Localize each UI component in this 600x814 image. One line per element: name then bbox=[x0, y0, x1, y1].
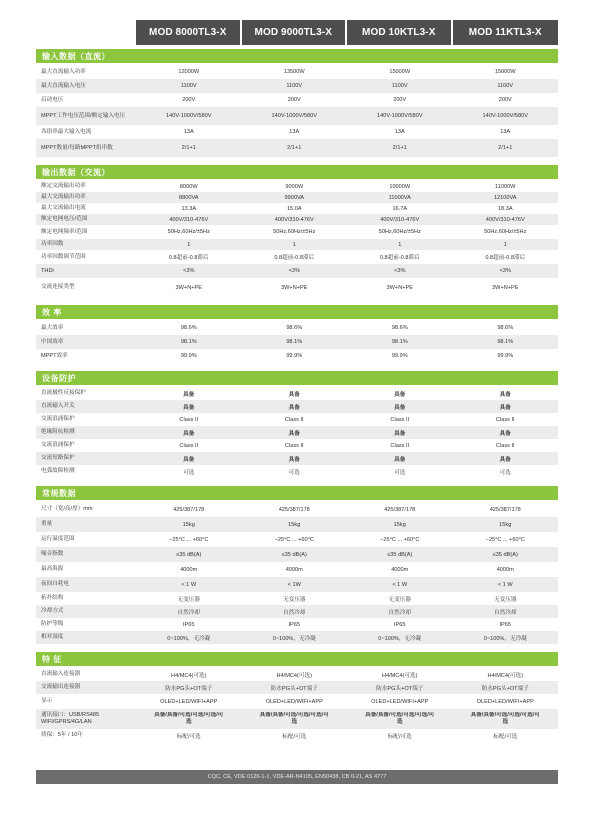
spec-value: 200V bbox=[498, 97, 512, 103]
spec-value: < 1 W bbox=[497, 581, 513, 588]
spec-label: 直流极性反接保护 bbox=[41, 390, 86, 396]
spec-value: 防水PG头+OT端子 bbox=[165, 685, 213, 692]
spec-value: 标配/可选 bbox=[387, 733, 412, 740]
spec-label: MPPT效率 bbox=[41, 352, 68, 359]
spec-row bbox=[36, 335, 558, 349]
spec-row bbox=[36, 79, 558, 93]
spec-value: 无变压器 bbox=[177, 596, 200, 603]
section-gap bbox=[36, 297, 558, 305]
spec-label: 额定交流输出功率 bbox=[41, 183, 86, 189]
spec-value: 无变压器 bbox=[283, 596, 306, 603]
spec-value: 具备 bbox=[183, 456, 195, 463]
spec-label: 夜间自耗电 bbox=[41, 581, 69, 587]
spec-value: 425/387/178 bbox=[489, 506, 521, 513]
spec-row bbox=[36, 439, 558, 452]
spec-value: 防水PG头+OT端子 bbox=[481, 685, 529, 692]
spec-value: < 1W bbox=[287, 581, 301, 588]
spec-row bbox=[36, 452, 558, 465]
spec-value: 具备 bbox=[499, 391, 511, 398]
spec-value: 3W+N+PE bbox=[386, 284, 413, 291]
spec-value: 防水PG头+OT端子 bbox=[376, 685, 424, 692]
spec-value: 标配/可选 bbox=[282, 733, 307, 740]
spec-label: 功率因数 bbox=[41, 241, 64, 247]
section-gap bbox=[36, 157, 558, 165]
spec-row bbox=[36, 532, 558, 547]
spec-value: H4/MC4(可选) bbox=[382, 672, 418, 679]
spec-value: 具备 bbox=[183, 404, 195, 411]
spec-value: 0~100%，无冷凝 bbox=[378, 635, 422, 642]
spec-label: 最大直流输入电压 bbox=[41, 82, 86, 89]
spec-row bbox=[36, 729, 558, 742]
model-1-header: MOD 8000TL3-X bbox=[136, 20, 242, 45]
spec-value: 1100V bbox=[286, 83, 303, 89]
spec-value: 具备 bbox=[288, 456, 300, 463]
spec-label: 电弧故障检测 bbox=[41, 468, 75, 474]
spec-value: Class II bbox=[495, 442, 515, 449]
spec-row bbox=[36, 577, 558, 592]
spec-value: 具备/具备/可选/可选/可选/可选 bbox=[259, 712, 329, 725]
spec-value: 0.8超前-0.8滞后 bbox=[485, 255, 526, 261]
spec-label: 交流短路保护 bbox=[41, 455, 75, 461]
spec-value: 98.1% bbox=[497, 339, 514, 345]
spec-label: 额定电网电压/范围 bbox=[41, 216, 88, 222]
spec-value: 99.9% bbox=[286, 353, 303, 359]
spec-label: 冷却方式 bbox=[41, 608, 64, 614]
spec-value: 425/387/178 bbox=[278, 506, 310, 513]
spec-value: 具备 bbox=[288, 404, 300, 411]
spec-value: 12100VA bbox=[493, 194, 517, 201]
spec-value: 0~100%，无冷凝 bbox=[483, 635, 527, 642]
spec-value: Class II bbox=[284, 416, 304, 423]
spec-value: 可选 bbox=[183, 469, 195, 476]
spec-value: <3% bbox=[394, 268, 406, 274]
spec-value: 防水PG头+OT端子 bbox=[270, 685, 318, 692]
spec-value: 13.3A bbox=[181, 205, 197, 212]
spec-label: THDi bbox=[41, 267, 54, 274]
spec-value: 98.1% bbox=[286, 339, 303, 345]
spec-value: 4000m bbox=[285, 566, 303, 573]
spec-value: 具备 bbox=[183, 391, 195, 398]
spec-value: H4/MC4(可选) bbox=[171, 672, 207, 679]
spec-value: 2/1+1 bbox=[498, 145, 513, 151]
spec-value: 50Hz,60Hz/±5Hz bbox=[484, 229, 527, 235]
spec-value: 400V/310-476V bbox=[169, 216, 209, 223]
spec-row bbox=[36, 278, 558, 297]
spec-value: IP65 bbox=[499, 621, 511, 628]
spec-value: 12000W bbox=[178, 69, 200, 75]
spec-value: 99.9% bbox=[391, 353, 408, 359]
spec-label: 重量 bbox=[41, 521, 53, 527]
spec-row bbox=[36, 400, 558, 413]
spec-value: 400V/310-476V bbox=[485, 216, 525, 223]
spec-row bbox=[36, 709, 558, 729]
spec-value: 140V-1000V/580V bbox=[166, 113, 212, 119]
spec-row bbox=[36, 668, 558, 681]
spec-row bbox=[36, 225, 558, 239]
spec-value: 2/1+1 bbox=[181, 145, 196, 151]
spec-value: 无变压器 bbox=[388, 596, 411, 603]
spec-value: 0.8超前-0.8滞后 bbox=[168, 255, 209, 261]
spec-label: 质保：5年 / 10年 bbox=[41, 732, 83, 738]
spec-row bbox=[36, 203, 558, 214]
spec-value: <3% bbox=[288, 268, 300, 274]
spec-row bbox=[36, 139, 558, 157]
spec-value: <3% bbox=[183, 268, 195, 274]
spec-row bbox=[36, 618, 558, 631]
spec-value: 200V bbox=[182, 97, 196, 103]
spec-value: Class II bbox=[179, 416, 199, 423]
spec-row bbox=[36, 631, 558, 644]
spec-sheet bbox=[36, 20, 558, 794]
spec-label: 尺寸（宽/高/厚）mm bbox=[41, 506, 93, 512]
spec-value: −25°C ... +60°C bbox=[169, 536, 209, 543]
spec-value: 10000W bbox=[389, 183, 411, 190]
model-2-header: MOD 9000TL3-X bbox=[242, 20, 348, 45]
spec-value: 具备 bbox=[394, 430, 406, 437]
spec-value: 具备 bbox=[394, 391, 406, 398]
spec-value: 15kg bbox=[182, 521, 195, 528]
spec-value: 98.6% bbox=[286, 325, 303, 331]
spec-label: 防护等级 bbox=[41, 621, 64, 627]
spec-value: 2/1+1 bbox=[287, 145, 302, 151]
spec-value: 400V/310-476V bbox=[380, 216, 420, 223]
spec-label: MPPT工作电压范围/额定输入电压 bbox=[41, 112, 126, 119]
spec-value: 15000W bbox=[494, 69, 516, 75]
spec-value: H4/MC4(可选) bbox=[487, 672, 523, 679]
spec-value: 具备 bbox=[499, 456, 511, 463]
spec-value: 98.1% bbox=[391, 339, 408, 345]
spec-value: 200V bbox=[287, 97, 301, 103]
spec-value: 16.7A bbox=[392, 205, 408, 212]
spec-label: 交流浪涌保护 bbox=[41, 442, 75, 448]
spec-value: 0~100%，无冷凝 bbox=[272, 635, 316, 642]
spec-value: −25°C ... +60°C bbox=[380, 536, 420, 543]
spec-label: 启动电压 bbox=[41, 96, 64, 103]
spec-value: 1 bbox=[398, 241, 402, 248]
spec-label: 拓扑结构 bbox=[41, 595, 64, 601]
spec-value: 11000W bbox=[495, 183, 516, 190]
spec-row bbox=[36, 387, 558, 400]
section-title: 设备防护 bbox=[36, 371, 558, 385]
spec-value: ≤35 dB(A) bbox=[176, 551, 202, 558]
spec-value: 3W+N+PE bbox=[175, 284, 202, 291]
spec-value: < 1 W bbox=[181, 581, 197, 588]
spec-value: < 1 W bbox=[392, 581, 408, 588]
spec-value: IP65 bbox=[182, 621, 195, 628]
spec-value: ≤35 dB(A) bbox=[387, 551, 413, 558]
spec-value: 400V/310-476V bbox=[274, 216, 314, 223]
spec-label: 运行温度范围 bbox=[41, 536, 75, 542]
spec-value: 13A bbox=[289, 129, 300, 135]
spec-row bbox=[36, 605, 558, 618]
spec-value: IP65 bbox=[288, 621, 300, 628]
spec-value: 具备 bbox=[288, 430, 300, 437]
spec-value: 98.6% bbox=[391, 325, 408, 331]
spec-value: 自然冷却 bbox=[177, 609, 200, 616]
spec-value: 140V-1000V/580V bbox=[482, 113, 528, 119]
spec-value: OLED+LED/WIFI+APP bbox=[265, 698, 323, 705]
spec-row bbox=[36, 592, 558, 605]
spec-row bbox=[36, 93, 558, 107]
header-blank bbox=[36, 20, 136, 45]
spec-value: 可选 bbox=[499, 469, 511, 476]
spec-value: 18.3A bbox=[497, 205, 513, 212]
spec-label: 直流输入连接器 bbox=[41, 671, 81, 677]
spec-row bbox=[36, 107, 558, 125]
spec-value: 140V-1000V/580V bbox=[271, 113, 317, 119]
spec-value: 具备 bbox=[499, 430, 511, 437]
spec-row bbox=[36, 413, 558, 426]
spec-value: 0.8超前-0.8滞后 bbox=[379, 255, 420, 261]
spec-row bbox=[36, 681, 558, 694]
spec-value: 2/1+1 bbox=[392, 145, 407, 151]
spec-value: 8800VA bbox=[179, 194, 199, 201]
section-title: 输出数据（交流） bbox=[36, 165, 558, 179]
spec-label: 最大交流输出功率 bbox=[41, 194, 86, 200]
spec-value: 具备/具备/可选/可选/可选/可选 bbox=[470, 712, 540, 725]
spec-label: 最高海拔 bbox=[41, 566, 64, 572]
spec-value: 99.9% bbox=[497, 353, 514, 359]
spec-value: 425/387/178 bbox=[384, 506, 416, 513]
spec-label: 通讯接口：USB/RS485 WIFI/GPRS/4G/LAN bbox=[41, 712, 100, 725]
spec-value: 1100V bbox=[391, 83, 408, 89]
spec-row bbox=[36, 65, 558, 79]
spec-row bbox=[36, 264, 558, 278]
spec-value: 13A bbox=[394, 129, 405, 135]
spec-value: 自然冷却 bbox=[283, 609, 306, 616]
spec-value: 13500W bbox=[283, 69, 305, 75]
spec-value: Class II bbox=[390, 442, 410, 449]
spec-label: MPPT数量/每路MPPT组串数 bbox=[41, 144, 113, 151]
spec-label: 绝缘阻抗检测 bbox=[41, 429, 75, 435]
spec-value: 15kg bbox=[288, 521, 301, 528]
spec-label: 直流输入开关 bbox=[41, 403, 75, 409]
section-title: 特 征 bbox=[36, 652, 558, 666]
spec-value: 3W+N+PE bbox=[492, 284, 519, 291]
spec-value: 具备 bbox=[394, 456, 406, 463]
spec-value: OLED+LED/WIFI+APP bbox=[476, 698, 534, 705]
spec-value: 15kg bbox=[499, 521, 512, 528]
model-4-header: MOD 11KTL3-X bbox=[453, 20, 559, 45]
section-gap bbox=[36, 478, 558, 486]
spec-label: 额定电网频率/范围 bbox=[41, 228, 88, 235]
spec-row bbox=[36, 321, 558, 335]
spec-value: 50Hz,60Hz/±5Hz bbox=[167, 229, 210, 235]
spec-value: OLED+LED/WIFI+APP bbox=[160, 698, 218, 705]
spec-value: 具备 bbox=[183, 430, 195, 437]
spec-value: 9000W bbox=[285, 183, 304, 190]
spec-value: 8000W bbox=[179, 183, 198, 190]
spec-value: 具备 bbox=[288, 391, 300, 398]
spec-value: Class II bbox=[284, 442, 304, 449]
spec-value: 98.1% bbox=[180, 339, 197, 345]
spec-value: 11000VA bbox=[388, 194, 411, 201]
certification-footer: CQC, CE, VDE 0126-1-1, VDE-AR-N4105, EN50438, CB 0-21, AS 4777 bbox=[36, 770, 558, 784]
spec-value: 13A bbox=[500, 129, 511, 135]
spec-row bbox=[36, 694, 558, 709]
spec-value: IP65 bbox=[393, 621, 406, 628]
spec-value: 具备 bbox=[394, 404, 406, 411]
spec-row bbox=[36, 192, 558, 203]
spec-value: 98.6% bbox=[497, 325, 514, 331]
spec-label: 相对湿度 bbox=[41, 634, 64, 640]
section-title: 常规数据 bbox=[36, 486, 558, 500]
section-title: 效 率 bbox=[36, 305, 558, 319]
spec-label: 各组串最大输入电流 bbox=[41, 128, 92, 135]
spec-value: 98.6% bbox=[180, 325, 197, 331]
spec-value: 0~100%，无冷凝 bbox=[167, 635, 211, 642]
spec-value: <3% bbox=[499, 268, 511, 274]
spec-row bbox=[36, 349, 558, 363]
spec-value: 4000m bbox=[180, 566, 198, 573]
spec-value: 4000m bbox=[496, 566, 514, 573]
spec-label: 最大交流输出电流 bbox=[41, 205, 86, 211]
spec-label: 噪音指数 bbox=[41, 551, 64, 557]
spec-value: 200V bbox=[393, 97, 407, 103]
spec-row bbox=[36, 250, 558, 264]
spec-label: 交流连接类型 bbox=[41, 284, 75, 290]
model-3-header: MOD 10KTL3-X bbox=[347, 20, 453, 45]
spec-row bbox=[36, 502, 558, 517]
spec-value: 可选 bbox=[288, 469, 300, 476]
spec-row bbox=[36, 465, 558, 478]
spec-value: 标配/可选 bbox=[176, 733, 201, 740]
spec-value: 具备 bbox=[499, 404, 511, 411]
spec-value: 50Hz,60Hz/±5Hz bbox=[273, 229, 316, 235]
model-header bbox=[36, 20, 558, 45]
spec-value: 9900VA bbox=[284, 194, 304, 201]
spec-value: −25°C ... +60°C bbox=[274, 536, 314, 543]
spec-value: H4/MC4(可选) bbox=[276, 672, 312, 679]
spec-value: 50Hz,60Hz/±5Hz bbox=[378, 229, 421, 235]
spec-value: Class II bbox=[390, 416, 410, 423]
spec-value: 15000W bbox=[389, 69, 411, 75]
spec-row bbox=[36, 181, 558, 192]
spec-label: 显示 bbox=[41, 698, 53, 704]
spec-label: 交流浪涌保护 bbox=[41, 416, 75, 422]
spec-value: 无变压器 bbox=[494, 596, 517, 603]
spec-row bbox=[36, 426, 558, 439]
spec-value: OLED+LED/WIFI+APP bbox=[371, 698, 429, 705]
spec-value: Class II bbox=[179, 442, 199, 449]
spec-label: 交流输出连接器 bbox=[41, 684, 81, 690]
spec-value: 1 bbox=[292, 241, 296, 248]
spec-value: 15kg bbox=[393, 521, 406, 528]
spec-label: 功率因数调节范围 bbox=[41, 253, 86, 260]
spec-value: 3W+N+PE bbox=[281, 284, 308, 291]
spec-value: 1100V bbox=[180, 83, 197, 89]
spec-value: 15.0A bbox=[286, 205, 302, 212]
spec-label: 中国效率 bbox=[41, 338, 64, 345]
section-title: 输入数据（直流） bbox=[36, 49, 558, 63]
spec-value: 13A bbox=[183, 129, 194, 135]
spec-value: 自然冷却 bbox=[388, 609, 411, 616]
spec-value: 标配/可选 bbox=[493, 733, 518, 740]
spec-row bbox=[36, 562, 558, 577]
spec-value: 1 bbox=[503, 241, 507, 248]
spec-value: 具备/具备/可选/可选/可选/可选 bbox=[365, 712, 435, 725]
spec-value: 140V-1000V/580V bbox=[377, 113, 423, 119]
spec-row bbox=[36, 547, 558, 562]
spec-value: ≤35 dB(A) bbox=[492, 551, 518, 558]
spec-value: 4000m bbox=[391, 566, 409, 573]
spec-row bbox=[36, 214, 558, 225]
spec-label: 最大效率 bbox=[41, 324, 64, 331]
spec-value: 具备/具备/可选/可选/可选/可选 bbox=[154, 712, 224, 725]
section-gap bbox=[36, 644, 558, 652]
spec-row bbox=[36, 517, 558, 532]
spec-value: 0.8超前-0.8滞后 bbox=[274, 255, 315, 261]
spec-value: 1 bbox=[187, 241, 191, 248]
spec-value: 自然冷却 bbox=[494, 609, 517, 616]
spec-value: ≤35 dB(A) bbox=[281, 551, 307, 558]
spec-value: 可选 bbox=[394, 469, 406, 476]
spec-value: Class II bbox=[495, 416, 515, 423]
spec-value: 99.9% bbox=[180, 353, 197, 359]
spec-row bbox=[36, 125, 558, 139]
spec-table bbox=[36, 45, 558, 742]
section-gap bbox=[36, 363, 558, 371]
spec-label: 最大直流输入功率 bbox=[41, 68, 86, 75]
spec-value: 425/387/178 bbox=[173, 506, 205, 513]
spec-value: −25°C ... +60°C bbox=[485, 536, 525, 543]
spec-row bbox=[36, 239, 558, 250]
spec-value: 1100V bbox=[497, 83, 514, 89]
